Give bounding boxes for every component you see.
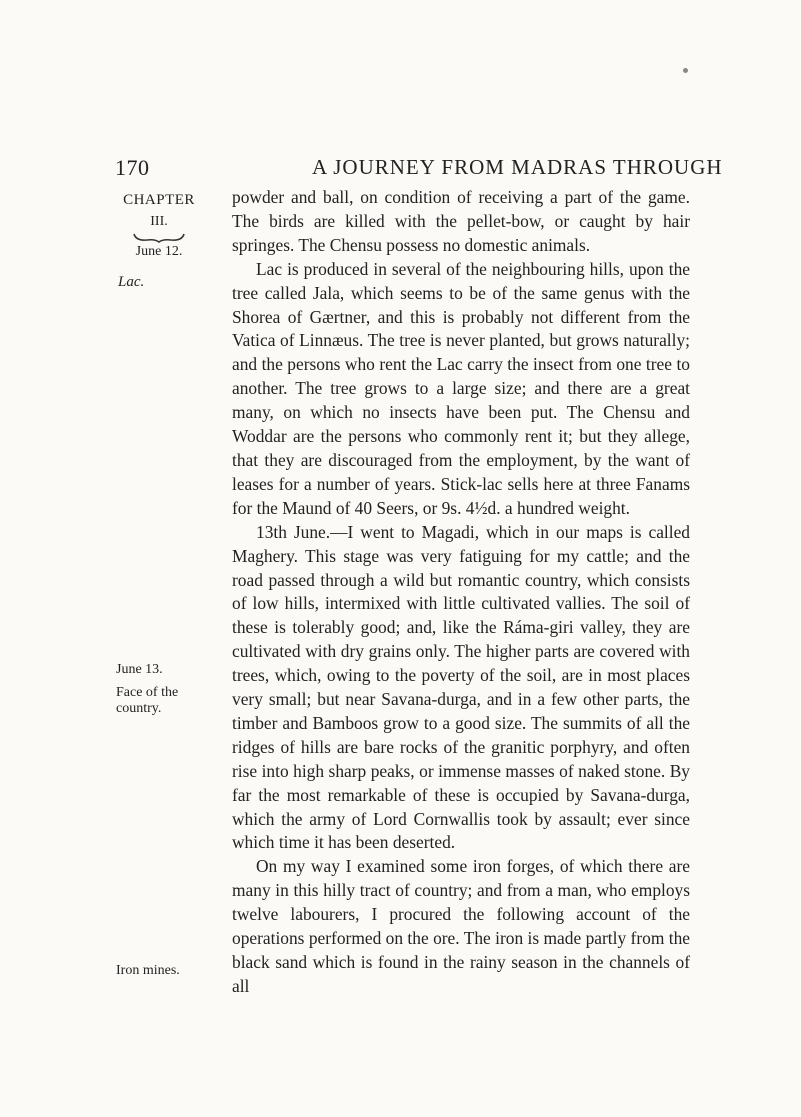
paragraph-june-13: 13th June.—I went to Magadi, which in our maps is called Maghery. This stage was very fatiguing for my cattle; and the road passed through a wild but romantic country, which consists of low hills, intermixed with little cultivated vallies. The soil of these is tolerably good; and, like the Ráma-giri valley, they are cultivated with dry grains only. The higher parts are covered with trees, which, owing to the poverty of the soil, are in most places very small; but near Savana-durga, and in a few other parts, the timber and Bamboos grow to a good size. The summits of all the ridges of hills are bare rocks of the granitic porphyry, and often rise into high sharp peaks, or immense masses of naked stone. By far the most remarkable of these is occupied by Savana-durga, which the army of Lord Cornwallis took by assault; ever since which time it has been deserted.: [232, 521, 690, 853]
margin-date-june-13: June 13.: [116, 662, 163, 677]
running-head: A JOURNEY FROM MADRAS THROUGH: [312, 155, 723, 179]
margin-note-lac: Lac.: [118, 274, 145, 290]
margin-chapter-label: CHAPTER: [123, 192, 195, 208]
page-number: 170: [115, 155, 150, 180]
body-text: [232, 186, 690, 999]
speck: [683, 68, 688, 73]
margin-note-face-of-country: Face of the country.: [116, 685, 179, 716]
margin-note-iron-mines: Iron mines.: [116, 963, 180, 978]
paragraph-game: powder and ball, on condition of receiving a part of the game. The birds are killed with the pellet-bow, or caught by hair springes. The Chensu possess no domestic animals.: [232, 187, 690, 255]
margin-date-june-12: June 12.: [135, 244, 183, 259]
margin-chapter-number: III.: [150, 214, 168, 229]
chapter-brace-ornament: [114, 233, 204, 243]
paragraph-iron-forges: On my way I examined some iron forges, of which there are many in this hilly tract of country; and from a man, who employs twelve labourers, I procured the following account of the operations performed on the ore. The iron is made partly from the black sand which is found in the rainy season in the channels of all: [232, 856, 690, 996]
paragraph-lac: Lac is produced in several of the neighbouring hills, upon the tree called Jala, which seems to be of the same genus with the Shorea of Gærtner, and this is probably not different from the Vatica of Linnæus. The tree is never planted, but grows naturally; and the persons who rent the Lac carry the insect from one tree to another. The tree grows to a large size; and there are a great many, on which no insects have been put. The Chensu and Woddar are the persons who commonly rent it; but they allege, that they are discouraged from the employment, by the want of leases for a number of years. Stick-lac sells here at three Fanams for the Maund of 40 Seers, or 9s. 4½d. a hundred weight.: [232, 258, 690, 518]
